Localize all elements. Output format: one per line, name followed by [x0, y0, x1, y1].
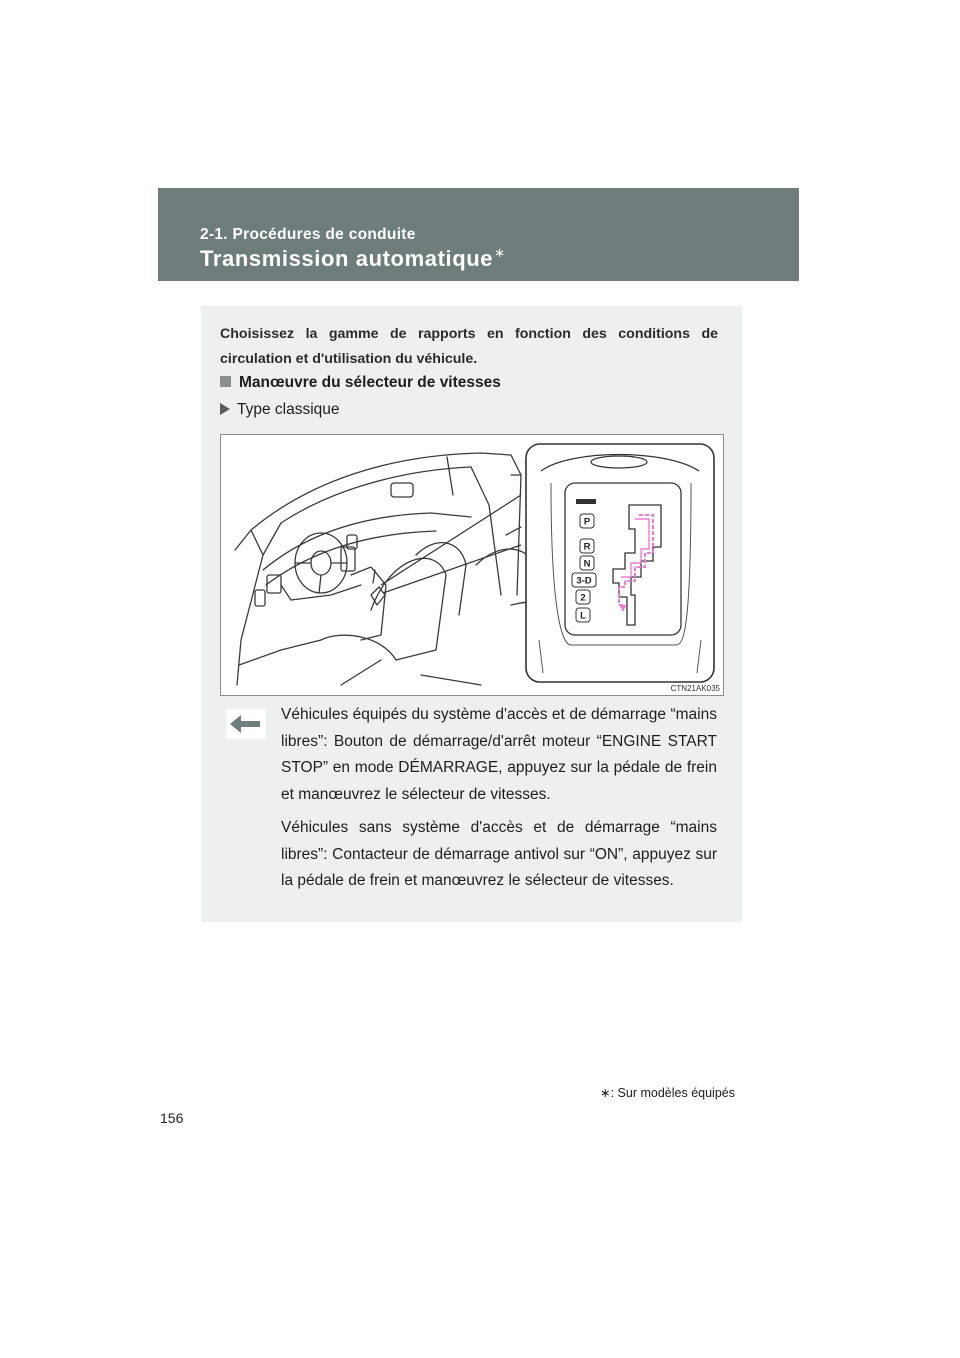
type-label — [220, 401, 340, 419]
footnote: ∗: Sur modèles équipés — [600, 1086, 735, 1100]
gate-position-label: R — [583, 541, 591, 553]
note-text — [281, 702, 717, 902]
page-number: 156 — [160, 1110, 184, 1126]
shift-lever-illustration — [220, 434, 724, 696]
note-paragraph: Véhicules sans système d'accès et de démarrage “mains libres”: Contacteur de démarrage antivol sur “ON”, appuyez sur la pédale de frein et manœuvrez le sélecteur de vitesses. — [281, 819, 717, 889]
gate-position-label: P — [583, 516, 591, 528]
subheading-text: Manœuvre du sélecteur de vitesses — [239, 374, 501, 391]
square-bullet-icon — [220, 376, 231, 387]
figure-code: CTN21AK035 — [670, 684, 720, 693]
type-label-text: Type classique — [237, 401, 340, 418]
left-arrow-icon — [226, 709, 266, 739]
gate-position-label: N — [583, 558, 591, 570]
section-label: 2-1. Procédures de conduite — [200, 226, 416, 243]
gate-position-label: L — [580, 610, 586, 622]
gate-position-label: 3-D — [576, 575, 592, 587]
car-interior-drawing — [221, 435, 723, 695]
note-paragraph: Véhicules équipés du système d'accès et de démarrage “mains libres”: Bouton de démarrage/d'arrêt moteur “ENGINE START STOP” en mode DÉMARRAGE, appuyez sur la pédale de frein et manœuvrez le sélecteur de vitesses. — [281, 706, 717, 803]
chapter-header — [158, 188, 799, 281]
content-box — [201, 306, 742, 922]
page-title — [200, 245, 506, 272]
page-title-text: Transmission automatique — [200, 246, 494, 271]
intro-text: Choisissez la gamme de rapports en fonction des conditions de circulation et d'utilisation du véhicule. — [220, 326, 718, 367]
subheading — [220, 374, 501, 392]
shift-gate-detail — [526, 444, 714, 682]
title-asterisk: ∗ — [494, 245, 506, 260]
gate-position-label: 2 — [580, 592, 586, 604]
triangle-bullet-icon — [220, 403, 230, 415]
